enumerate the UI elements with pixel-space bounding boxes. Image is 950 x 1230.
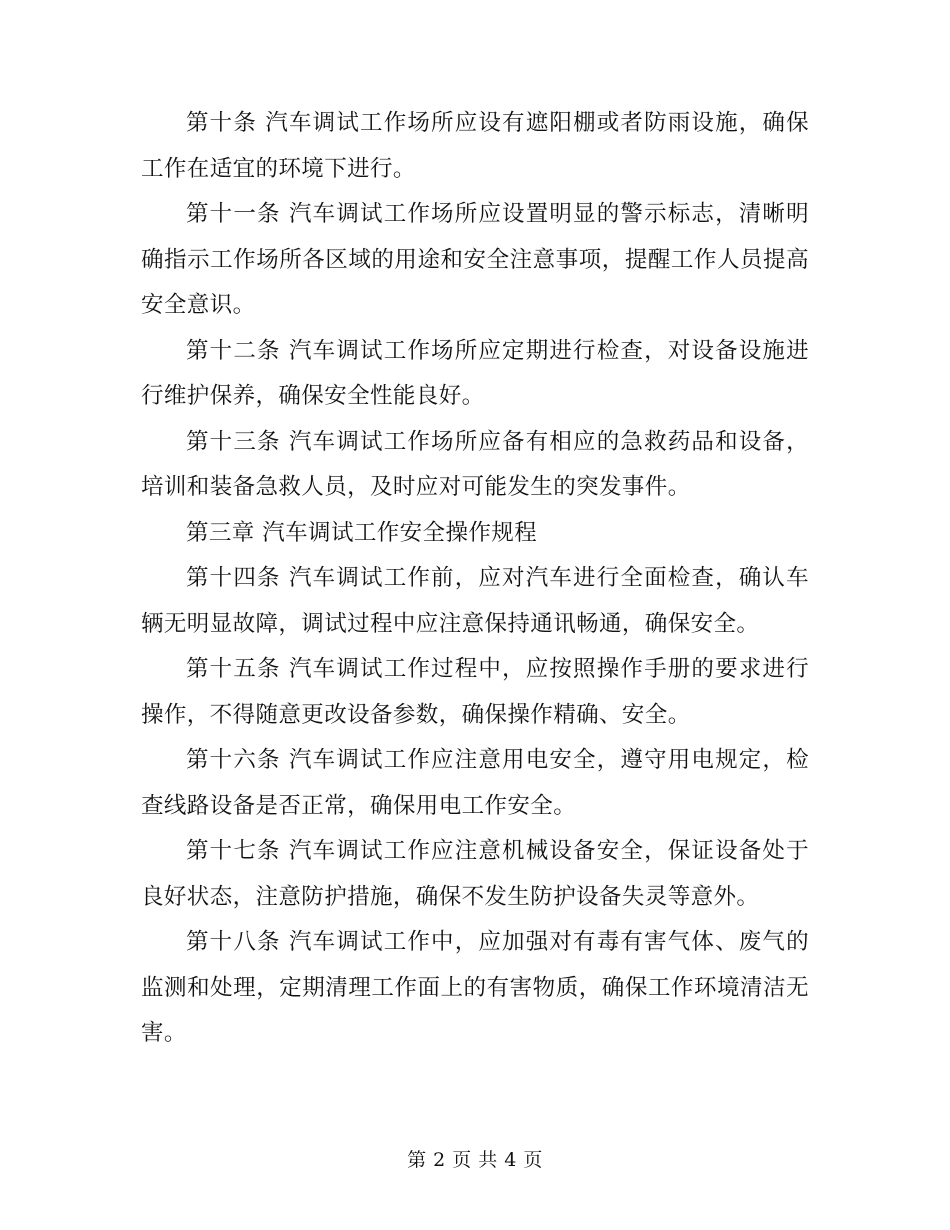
chapter-3-heading: 第三章 汽车调试工作安全操作规程 [186,519,538,546]
article-12: 第十二条 汽车调试工作场所应定期进行检查，对设备设施进行维护保养，确保安全性能良好。 [141,337,809,409]
article-17: 第十七条 汽车调试工作应注意机械设备安全，保证设备处于良好状态，注意防护措施，确保不发生防护设备失灵等意外。 [141,838,809,910]
article-11: 第十一条 汽车调试工作场所应设置明显的警示标志，清晰明确指示工作场所各区域的用途和安全注意事项，提醒工作人员提高安全意识。 [141,201,809,318]
page-number-footer: 第 2 页 共 4 页 [407,1149,543,1171]
article-13: 第十三条 汽车调试工作场所应备有相应的急救药品和设备，培训和装备急救人员，及时应对可能发生的突发事件。 [141,428,809,500]
article-18: 第十八条 汽车调试工作中，应加强对有毒有害气体、废气的监测和处理，定期清理工作面上的有害物质，确保工作环境清洁无害。 [141,929,809,1046]
article-15: 第十五条 汽车调试工作过程中，应按照操作手册的要求进行操作，不得随意更改设备参数，确保操作精确、安全。 [141,656,809,728]
document-body [141,101,809,1057]
article-14: 第十四条 汽车调试工作前，应对汽车进行全面检查，确认车辆无明显故障，调试过程中应注意保持通讯畅通，确保安全。 [141,565,809,637]
article-10: 第十条 汽车调试工作场所应设有遮阳棚或者防雨设施，确保工作在适宜的环境下进行。 [141,110,809,182]
article-16: 第十六条 汽车调试工作应注意用电安全，遵守用电规定，检查线路设备是否正常，确保用电工作安全。 [141,747,809,819]
